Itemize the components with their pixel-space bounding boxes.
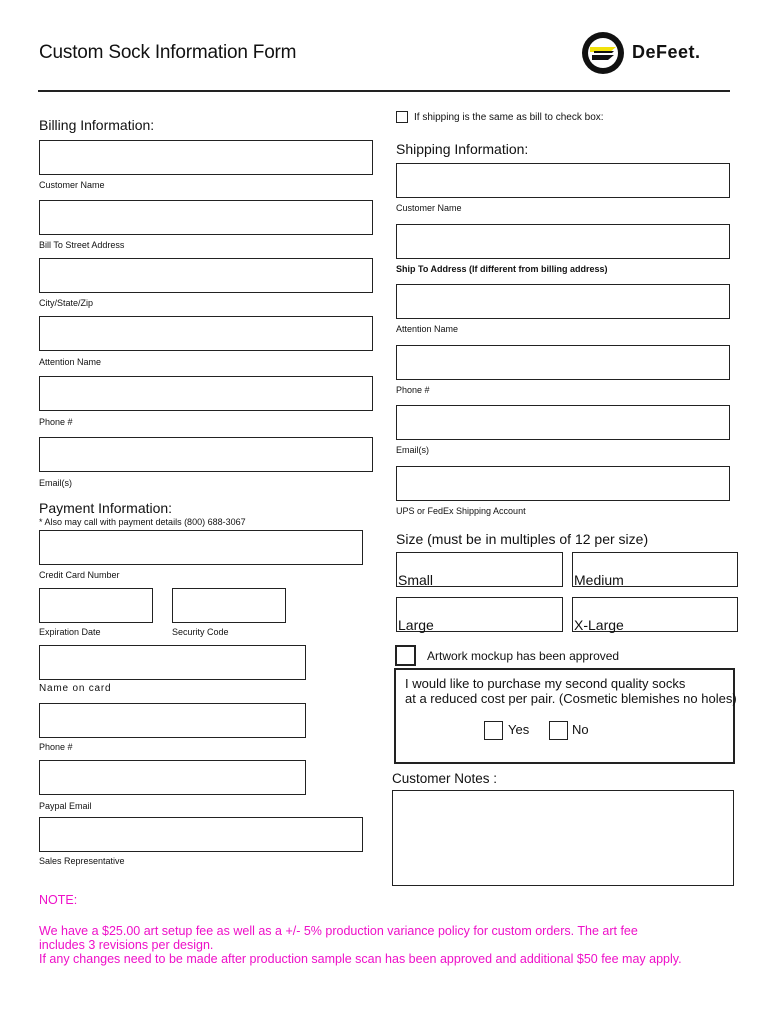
- name-on-card-label: Name on card: [39, 683, 112, 694]
- billing-attention-label: Attention Name: [39, 357, 102, 367]
- billing-email-field[interactable]: [39, 437, 373, 472]
- billing-street-field[interactable]: [39, 200, 373, 235]
- credit-card-label: Credit Card Number: [39, 570, 120, 580]
- billing-heading: Billing Information:: [39, 117, 155, 133]
- shipping-account-label: UPS or FedEx Shipping Account: [396, 506, 526, 516]
- shipping-heading: Shipping Information:: [396, 141, 529, 157]
- size-large-label: Large: [398, 617, 434, 633]
- form-title: Custom Sock Information Form: [39, 42, 297, 63]
- expiration-date-field[interactable]: [39, 588, 153, 623]
- ship-to-address-label: Ship To Address (If different from billing address): [396, 264, 608, 274]
- paypal-email-label: Paypal Email: [39, 801, 92, 811]
- second-quality-panel: [394, 668, 735, 764]
- billing-phone-field[interactable]: [39, 376, 373, 411]
- sales-rep-label: Sales Representative: [39, 856, 125, 866]
- same-as-billing-label: If shipping is the same as bill to check box:: [414, 112, 604, 123]
- billing-customer-name-field[interactable]: [39, 140, 373, 175]
- billing-customer-name-label: Customer Name: [39, 180, 105, 190]
- sales-rep-field[interactable]: [39, 817, 363, 852]
- size-xlarge-label: X-Large: [574, 617, 624, 633]
- security-code-label: Security Code: [172, 627, 229, 637]
- size-small-field[interactable]: [396, 552, 563, 587]
- shipping-attention-label: Attention Name: [396, 324, 459, 334]
- note-line-2: includes 3 revisions per design.: [39, 938, 214, 952]
- header-divider: [38, 90, 730, 92]
- payment-heading: Payment Information:: [39, 500, 173, 516]
- second-quality-yes-label: Yes: [508, 722, 530, 737]
- paypal-email-field[interactable]: [39, 760, 306, 795]
- second-quality-line1: I would like to purchase my second quality socks: [405, 676, 686, 691]
- security-code-field[interactable]: [172, 588, 286, 623]
- shipping-email-label: Email(s): [396, 445, 429, 455]
- name-on-card-field[interactable]: [39, 645, 306, 680]
- customer-notes-textarea[interactable]: [392, 790, 734, 886]
- customer-notes-heading: Customer Notes :: [392, 771, 498, 786]
- defeet-logo: [580, 30, 732, 76]
- ship-to-address-field[interactable]: [396, 224, 730, 259]
- second-quality-no-label: No: [572, 722, 589, 737]
- note-line-3: If any changes need to be made after production sample scan has been approved and additional $50 fee may apply.: [39, 952, 682, 966]
- billing-city-label: City/State/Zip: [39, 298, 94, 308]
- note-line-1: We have a $25.00 art setup fee as well as a +/- 5% production variance policy for custom orders. The art fee: [39, 924, 638, 938]
- artwork-approved-checkbox[interactable]: [395, 645, 416, 666]
- artwork-approved-label: Artwork mockup has been approved: [427, 649, 620, 663]
- billing-phone-label: Phone #: [39, 417, 73, 427]
- credit-card-field[interactable]: [39, 530, 363, 565]
- second-quality-yes-checkbox[interactable]: [484, 721, 503, 740]
- payment-phone-label: Phone #: [39, 742, 73, 752]
- expiration-date-label: Expiration Date: [39, 627, 101, 637]
- size-medium-label: Medium: [574, 572, 624, 588]
- shipping-phone-label: Phone #: [396, 385, 430, 395]
- same-as-billing-checkbox[interactable]: [396, 111, 408, 123]
- shipping-customer-name-label: Customer Name: [396, 203, 462, 213]
- size-small-label: Small: [398, 572, 434, 588]
- second-quality-no-checkbox[interactable]: [549, 721, 568, 740]
- note-title: NOTE:: [39, 893, 78, 907]
- size-large-field[interactable]: [396, 597, 563, 632]
- billing-email-label: Email(s): [39, 478, 72, 488]
- size-heading: Size (must be in multiples of 12 per size): [396, 531, 649, 547]
- billing-city-field[interactable]: [39, 258, 373, 293]
- logo-wordmark: DeFeet.: [632, 42, 701, 62]
- shipping-customer-name-field[interactable]: [396, 163, 730, 198]
- shipping-attention-field[interactable]: [396, 284, 730, 319]
- shipping-email-field[interactable]: [396, 405, 730, 440]
- payment-phone-field[interactable]: [39, 703, 306, 738]
- size-medium-field[interactable]: [572, 552, 738, 587]
- shipping-phone-field[interactable]: [396, 345, 730, 380]
- shipping-account-field[interactable]: [396, 466, 730, 501]
- billing-attention-field[interactable]: [39, 316, 373, 351]
- second-quality-line2: at a reduced cost per pair. (Cosmetic blemishes no holes): [405, 691, 737, 706]
- payment-phone-note: * Also may call with payment details (800) 688-3067: [39, 517, 246, 527]
- billing-street-label: Bill To Street Address: [39, 240, 125, 250]
- size-xlarge-field[interactable]: [572, 597, 738, 632]
